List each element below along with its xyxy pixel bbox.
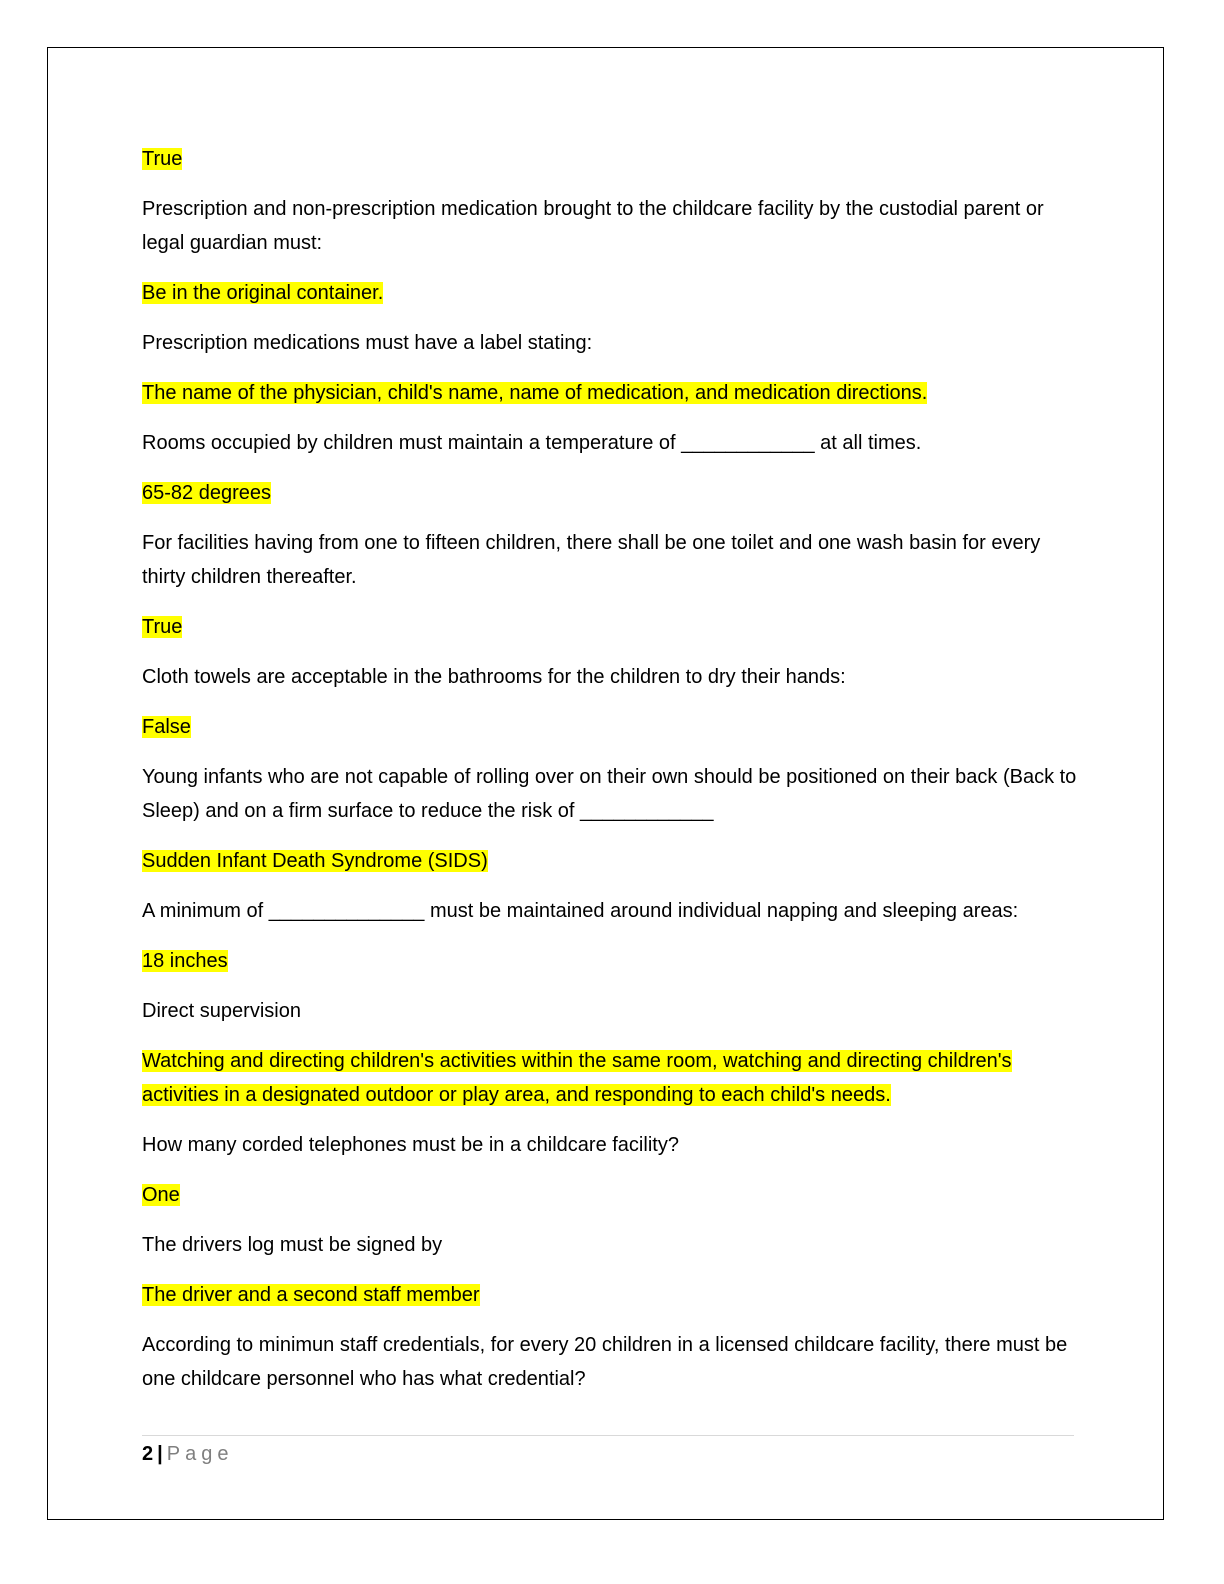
question-paragraph: Prescription and non-prescription medication brought to the childcare facility by the custodial parent or legal guardian must: (142, 198, 1044, 254)
footer-divider (142, 1435, 1074, 1436)
question-paragraph: Cloth towels are acceptable in the bathrooms for the children to dry their hands: (142, 666, 846, 688)
highlighted-answer: False (142, 716, 191, 738)
highlighted-answer: 18 inches (142, 950, 228, 972)
answer-paragraph (142, 844, 1082, 878)
page-label: Page (166, 1443, 234, 1465)
question-paragraph: According to minimun staff credentials, for every 20 children in a licensed childcare facility, there must be one childcare personnel who has what credential? (142, 1334, 1068, 1390)
question-paragraph: Direct supervision (142, 1000, 301, 1022)
answer-paragraph (142, 476, 1082, 510)
highlighted-answer: Watching and directing children's activities within the same room, watching and directing children's activities in a designated outdoor or play area, and responding to each child's needs. (142, 1050, 1012, 1106)
document-body (142, 142, 1082, 1412)
answer-paragraph (142, 376, 1082, 410)
question-paragraph: Rooms occupied by children must maintain a temperature of ____________ at all times. (142, 432, 922, 454)
question-paragraph: The drivers log must be signed by (142, 1234, 443, 1256)
answer-paragraph (142, 1278, 1082, 1312)
highlighted-answer: 65-82 degrees (142, 482, 271, 504)
answer-paragraph (142, 276, 1082, 310)
question-paragraph: A minimum of ______________ must be maintained around individual napping and sleeping areas: (142, 900, 1019, 922)
highlighted-answer: The name of the physician, child's name, name of medication, and medication directions. (142, 382, 928, 404)
answer-paragraph (142, 1178, 1082, 1212)
highlighted-answer: Be in the original container. (142, 282, 384, 304)
page-footer (142, 1440, 233, 1468)
answer-paragraph (142, 944, 1082, 978)
question-paragraph: For facilities having from one to fifteen children, there shall be one toilet and one wash basin for every thirty children thereafter. (142, 532, 1041, 588)
highlighted-answer: True (142, 148, 183, 170)
question-paragraph: Prescription medications must have a label stating: (142, 332, 593, 354)
highlighted-answer: Sudden Infant Death Syndrome (SIDS) (142, 850, 488, 872)
answer-paragraph (142, 142, 1082, 176)
footer-separator: | (157, 1443, 163, 1465)
question-paragraph: How many corded telephones must be in a childcare facility? (142, 1134, 679, 1156)
page-number: 2 (142, 1443, 154, 1465)
answer-paragraph (142, 1044, 1082, 1112)
question-paragraph: Young infants who are not capable of rolling over on their own should be positioned on their back (Back to Sleep) and on a firm surface to reduce the risk of ____________ (142, 766, 1077, 822)
highlighted-answer: The driver and a second staff member (142, 1284, 480, 1306)
answer-paragraph (142, 710, 1082, 744)
answer-paragraph (142, 610, 1082, 644)
highlighted-answer: True (142, 616, 183, 638)
highlighted-answer: One (142, 1184, 180, 1206)
